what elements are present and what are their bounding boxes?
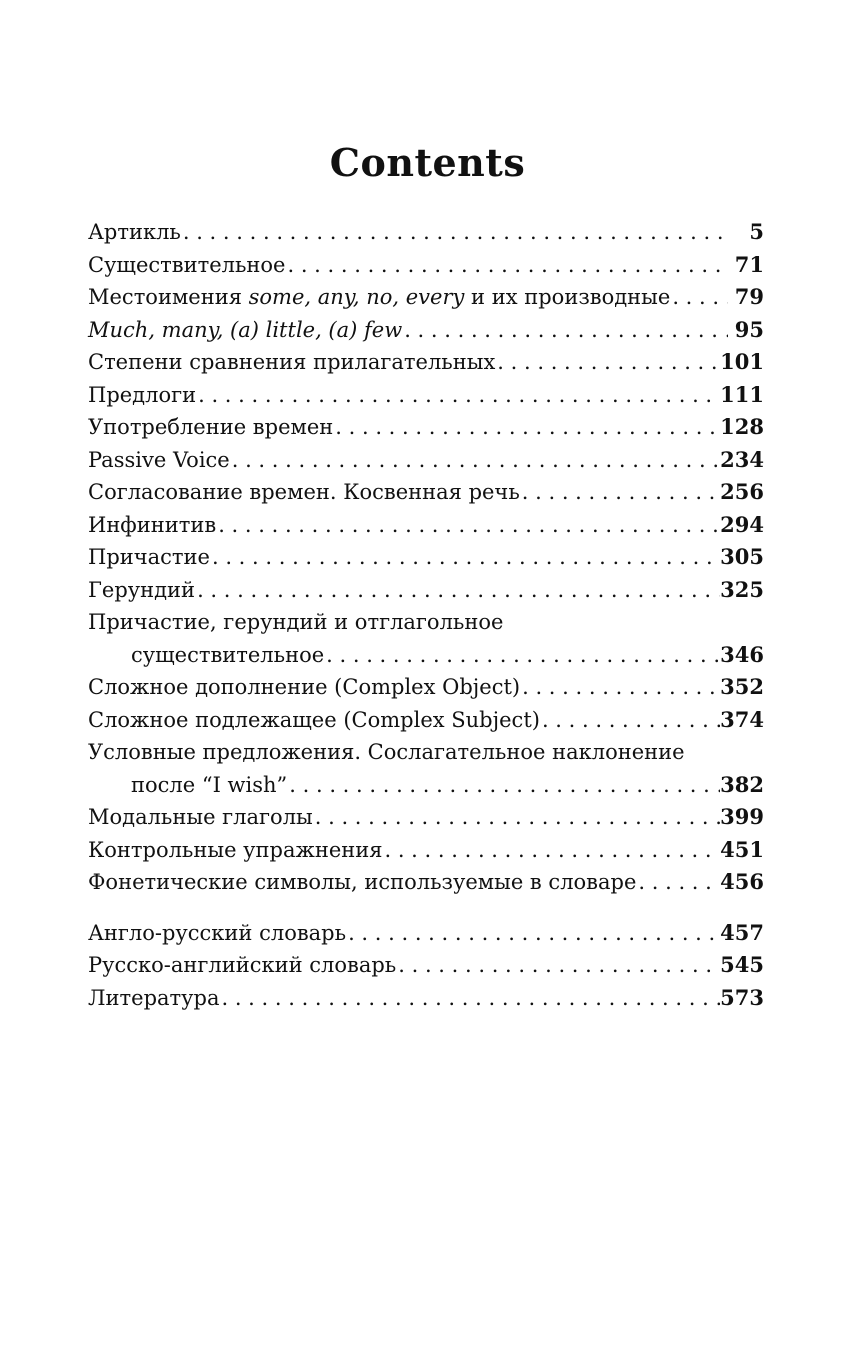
dot-leader xyxy=(520,671,720,704)
toc-entry-article xyxy=(88,216,764,249)
toc-page-number: 234 xyxy=(720,446,764,472)
toc-entry-label: Passive Voice xyxy=(88,447,230,472)
toc-page-number: 573 xyxy=(720,984,764,1010)
toc-page-number: 382 xyxy=(720,771,764,797)
toc-entry-label: Инфинитив xyxy=(88,512,217,537)
toc-entry-label: Герундий xyxy=(88,577,196,602)
toc-entry-prepositions xyxy=(88,379,764,412)
toc-page-number: 374 xyxy=(720,706,764,732)
toc-entry-label: Употребление времен xyxy=(88,415,334,439)
dot-leader xyxy=(210,541,720,574)
toc-entry-label-line2: существительное xyxy=(131,642,325,667)
toc-entry-much-many xyxy=(88,314,764,347)
toc-entry-participle-gerund-noun xyxy=(88,606,764,671)
dot-leader xyxy=(495,346,720,379)
dot-leader xyxy=(636,866,720,899)
toc-page-number: 101 xyxy=(720,349,764,374)
toc-page-number: 128 xyxy=(720,414,764,439)
dot-leader xyxy=(333,411,720,444)
dot-leader xyxy=(670,281,728,314)
dot-leader xyxy=(181,216,728,249)
dot-leader xyxy=(382,834,720,867)
toc-entry-tenses xyxy=(88,411,764,444)
toc-entry-label-line1: Причастие, герундий и отглагольное xyxy=(88,610,504,634)
dot-leader xyxy=(216,509,720,542)
toc-page-number: 325 xyxy=(720,576,764,602)
toc-entry-label: Предлоги xyxy=(88,382,197,407)
dot-leader xyxy=(196,379,720,412)
toc-entry-label: Согласование времен. Косвенная речь xyxy=(88,480,520,504)
toc-entry-label-line2: после “I wish” xyxy=(131,772,288,797)
toc-entry-comparison xyxy=(88,346,764,379)
toc-entry-label: Модальные глаголы xyxy=(88,805,313,829)
toc-entry-reported-speech xyxy=(88,476,764,509)
toc-page-number: 305 xyxy=(720,544,764,569)
dot-leader xyxy=(219,982,720,1015)
dot-leader xyxy=(540,704,720,737)
toc-entry-label: Фонетические символы, используемые в словаре xyxy=(88,870,637,894)
toc-entry-label: Сложное дополнение (Complex Object) xyxy=(88,675,521,699)
dot-leader xyxy=(195,574,720,607)
toc-page-number: 5 xyxy=(749,219,764,244)
toc-page-number: 294 xyxy=(720,511,764,537)
toc-entry-complex-subject xyxy=(88,704,764,737)
toc-entry-participle xyxy=(88,541,764,574)
toc-entry-english-russian-dictionary xyxy=(88,917,764,950)
page-title: Contents xyxy=(329,140,526,185)
toc-entry-control-exercises xyxy=(88,834,764,867)
dot-leader xyxy=(396,949,720,982)
toc-entry-russian-english-dictionary xyxy=(88,949,764,982)
dot-leader xyxy=(287,769,720,802)
toc-page-number: 71 xyxy=(734,251,764,277)
dot-leader xyxy=(520,476,720,509)
toc-entry-label: Контрольные упражнения xyxy=(88,837,383,862)
toc-entry-label: Русско-английский словарь xyxy=(88,953,397,977)
dot-leader xyxy=(324,639,720,672)
toc-entry-pronouns xyxy=(88,281,764,314)
dot-leader xyxy=(285,249,728,282)
toc-entry-label: Степени сравнения прилагательных xyxy=(88,350,496,374)
toc-entry-label: Much, many, (a) little, (a) few xyxy=(88,317,403,342)
toc-entry-conditionals xyxy=(88,736,764,801)
toc-page-number: 256 xyxy=(720,479,764,504)
toc-page-number: 111 xyxy=(720,381,764,407)
toc-entry-modal-verbs xyxy=(88,801,764,834)
toc-entry-label: Артикль xyxy=(88,220,181,244)
toc-page-number: 79 xyxy=(734,284,764,309)
toc-entry-infinitive xyxy=(88,509,764,542)
toc-page-number: 456 xyxy=(720,869,764,894)
toc-page-number: 451 xyxy=(720,836,764,862)
toc-entry-noun xyxy=(88,249,764,282)
toc-entry-passive-voice xyxy=(88,444,764,477)
toc-entry-phonetic-symbols xyxy=(88,866,764,899)
toc-entry-label: Местоимения some, any, no, every и их производные xyxy=(88,285,671,309)
toc-entry-label: Существительное xyxy=(88,252,286,277)
toc-entry-literature xyxy=(88,982,764,1015)
section-gap xyxy=(88,899,764,917)
dot-leader xyxy=(313,801,720,834)
dot-leader xyxy=(346,917,720,950)
toc-page-number: 352 xyxy=(720,674,764,699)
toc-page-number: 346 xyxy=(720,641,764,667)
toc-entry-label-line1: Условные предложения. Сослагательное наклонение xyxy=(88,740,685,764)
dot-leader xyxy=(230,444,720,477)
toc-entry-label: Англо-русский словарь xyxy=(88,920,347,945)
toc-entry-label: Сложное подлежащее (Complex Subject) xyxy=(88,707,540,732)
table-of-contents xyxy=(88,216,764,1014)
toc-entry-complex-object xyxy=(88,671,764,704)
dot-leader xyxy=(402,314,728,347)
toc-page-number: 95 xyxy=(734,316,764,342)
toc-page-number: 399 xyxy=(720,804,764,829)
toc-entry-label: Причастие xyxy=(88,545,210,569)
toc-entry-gerund xyxy=(88,574,764,607)
toc-entry-label: Литература xyxy=(88,985,220,1010)
toc-page-number: 545 xyxy=(720,952,764,977)
toc-page-number: 457 xyxy=(720,919,764,945)
